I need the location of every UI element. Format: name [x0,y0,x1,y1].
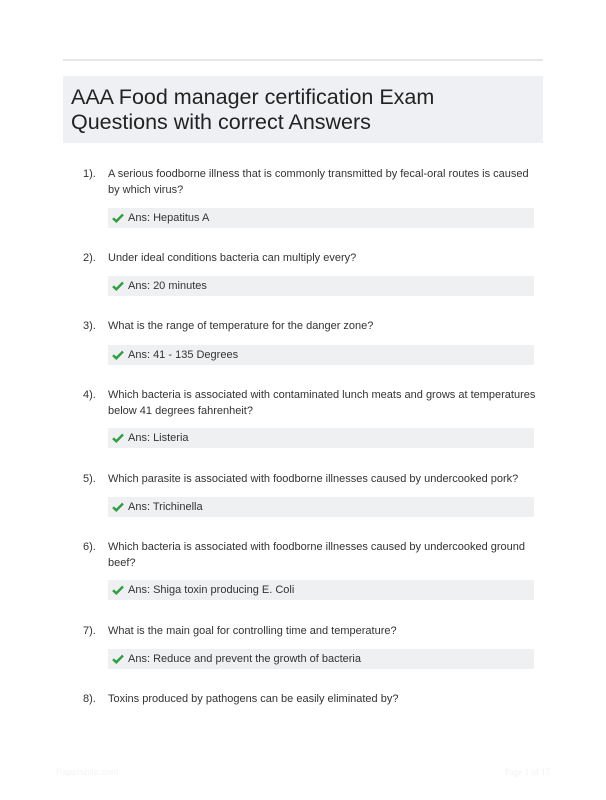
question-text: Under ideal conditions bacteria can multiply every? [108,252,357,264]
answer-box [108,649,534,669]
question-text: Toxins produced by pathogens can be easily eliminated by? [108,693,399,705]
title-box [63,76,543,143]
question-text: A serious foodborne illness that is commonly transmitted by fecal-oral routes is caused by which virus? [108,168,529,196]
answer-text: Ans: Listeria [128,432,189,444]
question-number: 1). [83,168,96,180]
check-icon [112,281,124,291]
question-number: 5). [83,473,96,485]
question-text: Which bacteria is associated with foodborne illnesses caused by undercooked ground beef? [108,541,526,569]
answer-text: Ans: 41 - 135 Degrees [128,349,239,361]
question-number: 3). [83,320,96,332]
top-divider [63,59,543,61]
page-number: Page 1 of 17 [504,767,550,777]
question-number: 8). [83,693,96,705]
question-text: Which bacteria is associated with contaminated lunch meats and grows at temperatures below 41 degrees fahrenheit? [108,389,536,417]
footer-site: Papersbite.com [56,767,119,777]
answer-text: Ans: Reduce and prevent the growth of bacteria [128,653,361,665]
question-number: 6). [83,541,96,553]
question-number: 2). [83,252,96,264]
answer-box [108,497,534,517]
answer-box [108,428,534,448]
answer-text: Ans: Shiga toxin producing E. Coli [128,584,295,596]
page-title: AAA Food manager certification Exam Questions with correct Answers [71,85,435,134]
check-icon [112,502,124,512]
answer-box [108,276,534,296]
answer-box [108,580,534,600]
question-number: 4). [83,389,96,401]
answer-text: Ans: Hepatitus A [128,212,210,224]
answer-text: Ans: 20 minutes [128,280,207,292]
check-icon [112,433,124,443]
question-text: Which parasite is associated with foodborne illnesses caused by undercooked pork? [108,473,519,485]
check-icon [112,350,124,360]
answer-text: Ans: Trichinella [128,501,203,513]
answer-box [108,345,534,365]
question-text: What is the range of temperature for the danger zone? [108,320,374,332]
question-number: 7). [83,625,96,637]
check-icon [112,585,124,595]
check-icon [112,213,124,223]
answer-box [108,208,534,228]
check-icon [112,654,124,664]
question-text: What is the main goal for controlling time and temperature? [108,625,397,637]
